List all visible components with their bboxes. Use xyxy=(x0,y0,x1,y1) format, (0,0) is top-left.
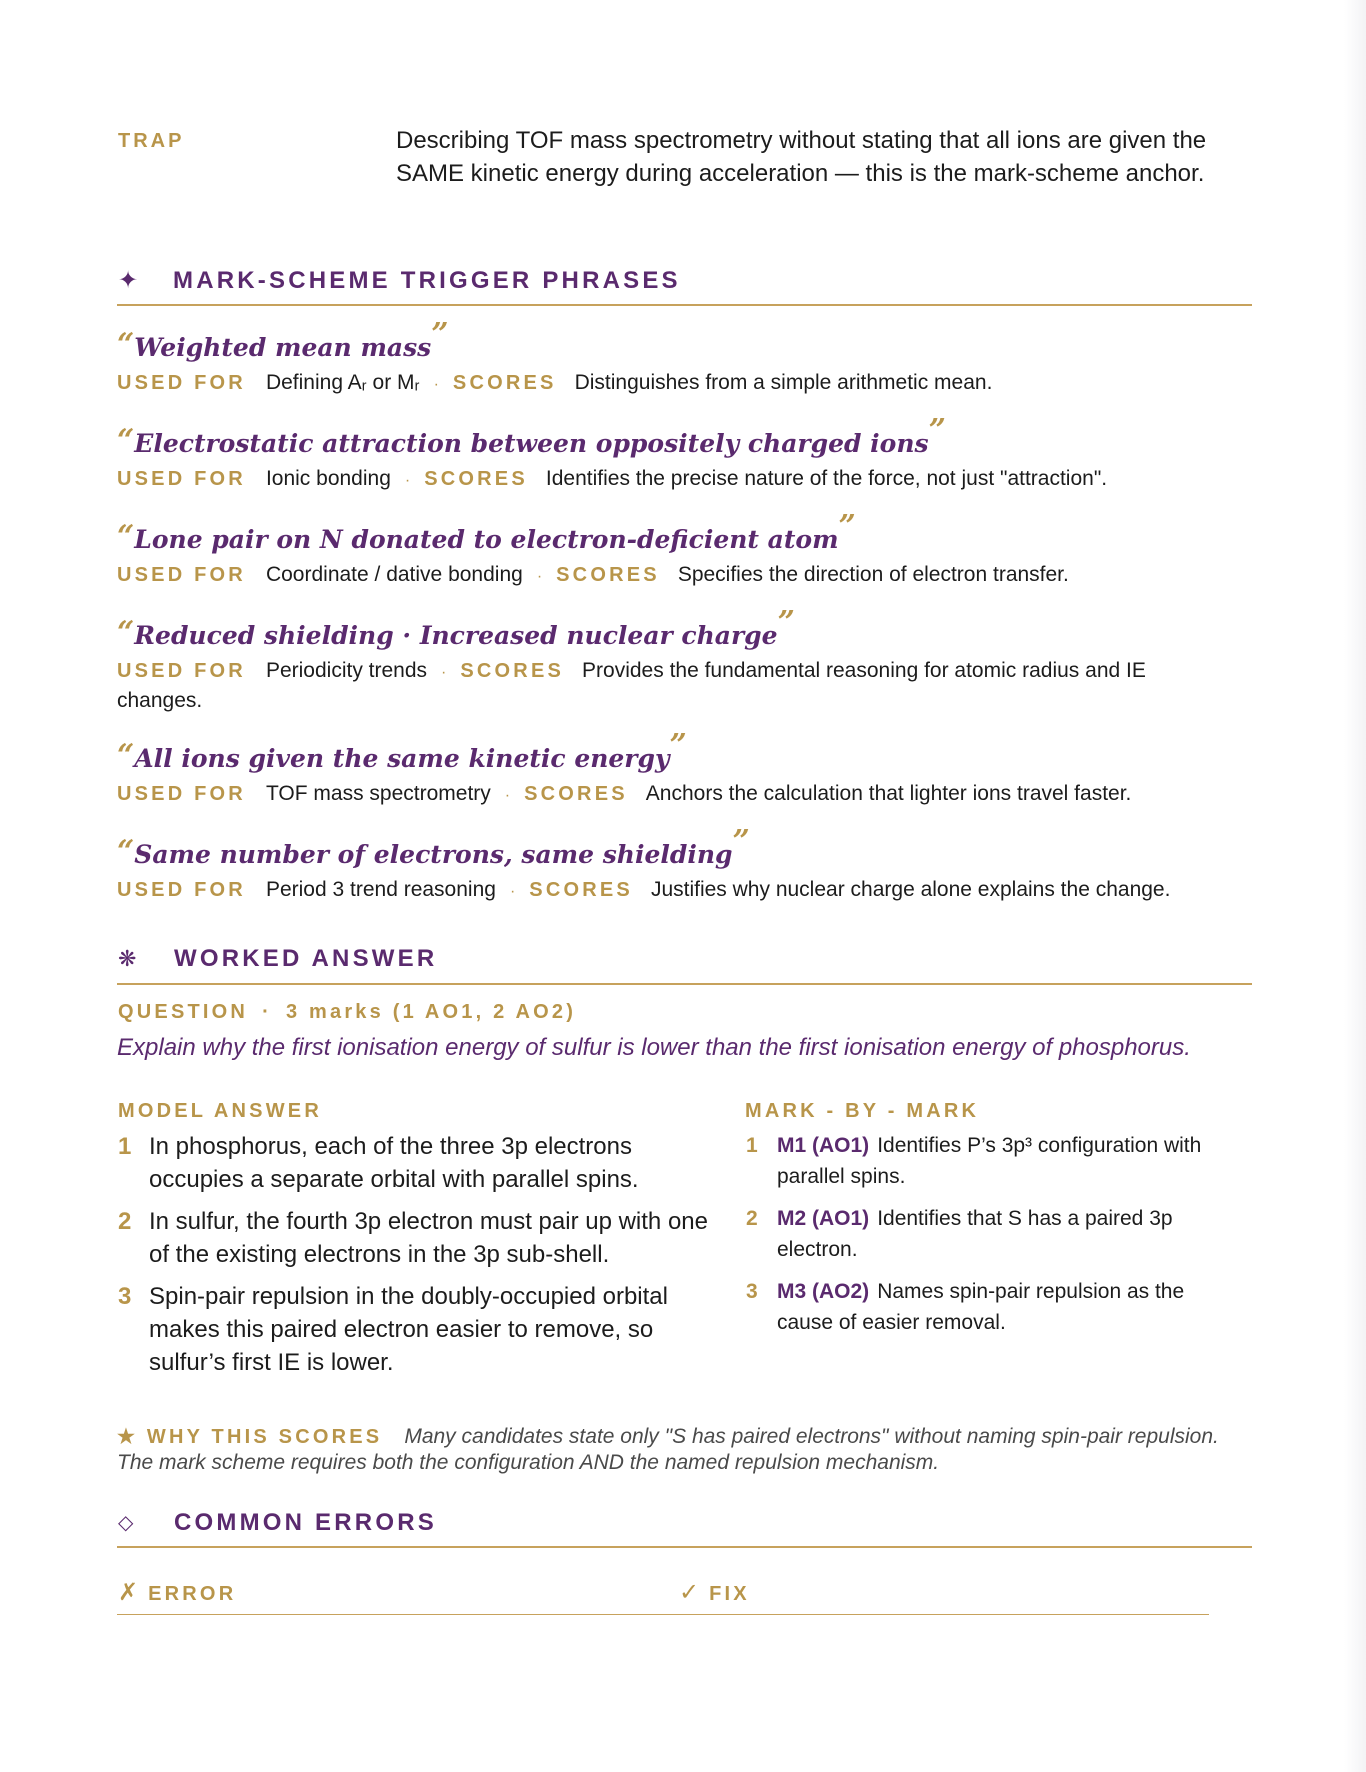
list-item: 2 In sulfur, the fourth 3p electron must pair up with one of the existing electrons in the 3p sub-shell. xyxy=(118,1208,708,1268)
trigger-phrase-quote: “Reduced shielding · Increased nuclear charge” xyxy=(117,605,795,650)
trigger-phrase-meta: USED FOR Ionic bonding · SCORES Identifies the precise nature of the force, not just "attraction". xyxy=(117,467,1108,490)
check-icon: ✓ xyxy=(679,1579,700,1606)
errors-table-header xyxy=(117,1578,1209,1615)
trigger-phrase-item xyxy=(117,824,1252,906)
trigger-phrase-meta: USED FOR Periodicity trends · SCORES Provides the fundamental reasoning for atomic radius and IE changes. xyxy=(117,659,1146,712)
list-item: 1 M1 (AO1) Identifies P’s 3p³ configuration with parallel spins. xyxy=(746,1134,1202,1188)
why-this-scores-label: ★ WHY THIS SCORES xyxy=(117,1426,383,1448)
diamond-icon: ◇ xyxy=(118,1512,134,1534)
page-edge-shadow xyxy=(1344,0,1366,1772)
common-errors-section-title: COMMON ERRORS xyxy=(174,1509,437,1536)
sparkle-icon: ✦ xyxy=(118,267,139,294)
list-item: 3 M3 (AO2) Names spin-pair repulsion as the cause of easier removal. xyxy=(746,1280,1185,1334)
trigger-phrase-quote: “Lone pair on N donated to electron-deficient atom” xyxy=(117,509,856,554)
question-text: Explain why the first ionisation energy of sulfur is lower than the first ionisation energy of phosphorus. xyxy=(117,1034,1191,1061)
trigger-phrase-quote: “Electrostatic attraction between oppositely charged ions” xyxy=(117,413,946,458)
trigger-phrase-quote: “Weighted mean mass” xyxy=(117,317,449,362)
cross-icon: ✗ xyxy=(118,1579,139,1606)
trigger-phrase-item xyxy=(117,509,1252,591)
list-item: 1 In phosphorus, each of the three 3p electrons occupies a separate orbital with parallel spins. xyxy=(118,1133,639,1193)
common-errors-section-header xyxy=(117,1508,1252,1548)
trigger-phrase-meta: USED FOR Coordinate / dative bonding · SCORES Specifies the direction of electron transfer. xyxy=(117,563,1069,586)
trigger-phrase-meta: USED FOR Defining Aᵣ or Mᵣ · SCORES Distinguishes from a simple arithmetic mean. xyxy=(117,371,993,394)
trigger-phrase-meta: USED FOR Period 3 trend reasoning · SCORES Justifies why nuclear charge alone explains the change. xyxy=(117,878,1171,901)
mark-by-mark-label: MARK - BY - MARK xyxy=(745,1100,980,1122)
asterisk-flower-icon: ❋ xyxy=(118,946,137,971)
trigger-phrase-item xyxy=(117,317,1252,399)
trigger-phrase-item xyxy=(117,605,1252,715)
list-item: 2 M2 (AO1) Identifies that S has a paired 3p electron. xyxy=(746,1207,1173,1261)
worked-answer-section-title: WORKED ANSWER xyxy=(174,945,438,972)
trap-text: Describing TOF mass spectrometry without stating that all ions are given the SAME kinetic energy during acceleration — this is the mark-scheme anchor. xyxy=(396,127,1207,187)
list-item: 3 Spin-pair repulsion in the doubly-occupied orbital makes this paired electron easier to remove, so sulfur’s first IE is lower. xyxy=(118,1283,668,1376)
question-marks: 3 marks (1 AO1, 2 AO2) xyxy=(285,1001,577,1023)
trigger-phrase-meta: USED FOR TOF mass spectrometry · SCORES Anchors the calculation that lighter ions travel faster. xyxy=(117,782,1132,805)
trigger-phrase-item xyxy=(117,413,1252,495)
model-answer-label: MODEL ANSWER xyxy=(118,1100,322,1122)
triggers-section-title: MARK-SCHEME TRIGGER PHRASES xyxy=(173,267,681,294)
fix-column-header: ✓ FIX xyxy=(679,1579,750,1606)
trigger-phrase-quote: “Same number of electrons, same shielding” xyxy=(117,824,750,869)
mark-by-mark-list xyxy=(745,1130,1215,1349)
why-this-scores-note: ★ WHY THIS SCORES Many candidates state only "S has paired electrons" without naming spin-pair repulsion. The mark scheme requires both the configuration AND the named repulsion mechanism. xyxy=(117,1425,1219,1474)
triggers-section-header xyxy=(117,266,1252,306)
question-label-row: QUESTION · 3 marks (1 AO1, 2 AO2) xyxy=(118,1001,577,1023)
trigger-phrase-item xyxy=(117,728,1252,810)
error-column-header: ✗ ERROR xyxy=(118,1579,237,1606)
trap-label: TRAP xyxy=(118,130,185,152)
trigger-phrase-quote: “All ions given the same kinetic energy” xyxy=(117,728,687,773)
model-answer-list xyxy=(117,1130,717,1388)
worked-answer-section-header xyxy=(117,944,1252,985)
